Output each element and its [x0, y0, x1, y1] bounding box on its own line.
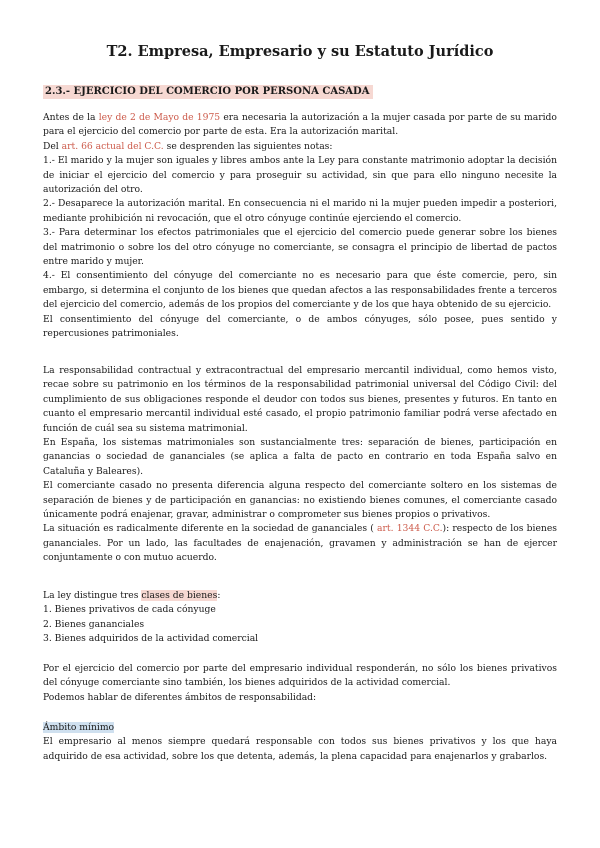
page-title: T2. Empresa, Empresario y su Estatuto Jurídico	[106, 43, 494, 60]
notes-intro-text: Del	[43, 140, 62, 152]
notes-intro	[43, 140, 557, 154]
intro-text: era necesaria la autorización a la mujer casada por parte de su marido para el ejercicio del comercio por parte de esta. Era la autorización marital.	[43, 112, 557, 138]
body-text: ): respecto de los bienes gananciales. Por un lado, las facultades de enajenación, gravamen y administración se han de ejercer conjuntamente o con mutuo acuerdo.	[43, 523, 557, 564]
list-item: 2. Bienes gananciales	[43, 618, 145, 630]
article-link[interactable]: art. 1344 C.C.	[377, 523, 443, 535]
note-item: 1.- El marido y la mujer son iguales y libres ambos ante la Ley para constante matrimonio adoptar la decisión de iniciar el ejercicio del comercio y para proseguir su actividad, sin que para ello ninguno necesite la autorización del otro.	[43, 155, 557, 196]
note-item: 2.- Desaparece la autorización marital. En consecuencia ni el marido ni la mujer pueden impedir a posteriori, mediante prohibición ni revocación, que el otro cónyuge continúe ejerciendo el comercio.	[43, 198, 557, 224]
section-heading: 2.3.- EJERCICIO DEL COMERCIO POR PERSONA CASADA	[43, 85, 373, 99]
body-paragraph: Podemos hablar de diferentes ámbitos de responsabilidad:	[43, 691, 317, 703]
article-link[interactable]: art. 66 actual del C.C.	[61, 140, 164, 152]
closing-block	[43, 662, 557, 705]
classes-intro	[43, 589, 557, 603]
body-paragraph: Por el ejercicio del comercio por parte del empresario individual responderán, no sólo los bienes privativos del cónyuge comerciante sino también, los bienes adquiridos de la actividad comercial.	[43, 663, 557, 689]
body-paragraph: El comerciante casado no presenta diferencia alguna respecto del comerciante soltero en los sistemas de separación de bienes y de participación en ganancias: no existiendo bienes comunes, el comerciante casado únicamente podrá enajenar, gravar, administrar o comprometer sus bienes propios o privativos.	[43, 480, 557, 521]
intro-block	[43, 111, 557, 342]
body-paragraph: El empresario al menos siempre quedará responsable con todos sus bienes privativos y los que haya adquirido de esa actividad, sobre los que detenta, además, la plena capacidad para enajenarlos y grabarlos.	[43, 736, 557, 762]
notes-intro-text: se desprenden las siguientes notas:	[163, 140, 333, 152]
responsibility-block	[43, 364, 557, 566]
note-item: El consentimiento del cónyuge del comerciante, o de ambos cónyuges, sólo posee, pues sentido y repercusiones patrimoniales.	[43, 313, 557, 340]
body-text: La situación es radicalmente diferente en la sociedad de gananciales (	[43, 523, 378, 535]
body-paragraph: La responsabilidad contractual y extracontractual del empresario mercantil individual, como hemos visto, recae sobre su patrimonio en los términos de la responsabilidad patrimonial universal del Código Civil: del cumplimiento de sus obligaciones responde el deudor con todos sus bienes, presentes y futuros. En tanto en cuanto el empresario mercantil individual esté casado, el propio patrimonio familiar podrá verse afectado en función de cuál sea su sistema matrimonial.	[43, 365, 557, 434]
body-paragraph: En España, los sistemas matrimoniales son sustancialmente tres: separación de bienes, participación en ganancias o sociedad de gananciales (se aplica a falta de pacto en contrario en toda España salvo en Cataluña y Baleares).	[43, 437, 557, 477]
intro-text: Antes de la	[43, 112, 99, 123]
classes-intro-text: :	[217, 590, 221, 601]
note-item: 3.- Para determinar los efectos patrimoniales que el ejercicio del comercio puede generar sobre los bienes del matrimonio o sobre los del otro cónyuge no comerciante, se consagra el principio de libertad de pactos entre marido y mujer.	[43, 227, 557, 268]
list-item: 3. Bienes adquiridos de la actividad comercial	[43, 633, 259, 645]
ambito-block	[43, 721, 557, 764]
classes-block	[43, 589, 557, 647]
body-paragraph	[43, 522, 557, 565]
highlighted-term: clases de bienes	[141, 590, 218, 601]
note-item: 4.- El consentimiento del cónyuge del comerciante no es necesario para que éste comercie, pero, sin embargo, si determina el conjunto de los bienes que quedan afectos a las responsabilidades frente a terceros del ejercicio del comercio, además de los propios del comerciante y de los que haya obtenido de su ejercicio.	[43, 270, 557, 311]
intro-paragraph	[43, 111, 557, 140]
ambito-heading	[43, 721, 557, 735]
law-link[interactable]: ley de 2 de Mayo de 1975	[98, 112, 221, 123]
list-item: 1. Bienes privativos de cada cónyuge	[43, 604, 216, 616]
classes-intro-text: La ley distingue tres	[43, 590, 142, 601]
ambito-heading-text: Ámbito mínimo	[43, 722, 115, 733]
